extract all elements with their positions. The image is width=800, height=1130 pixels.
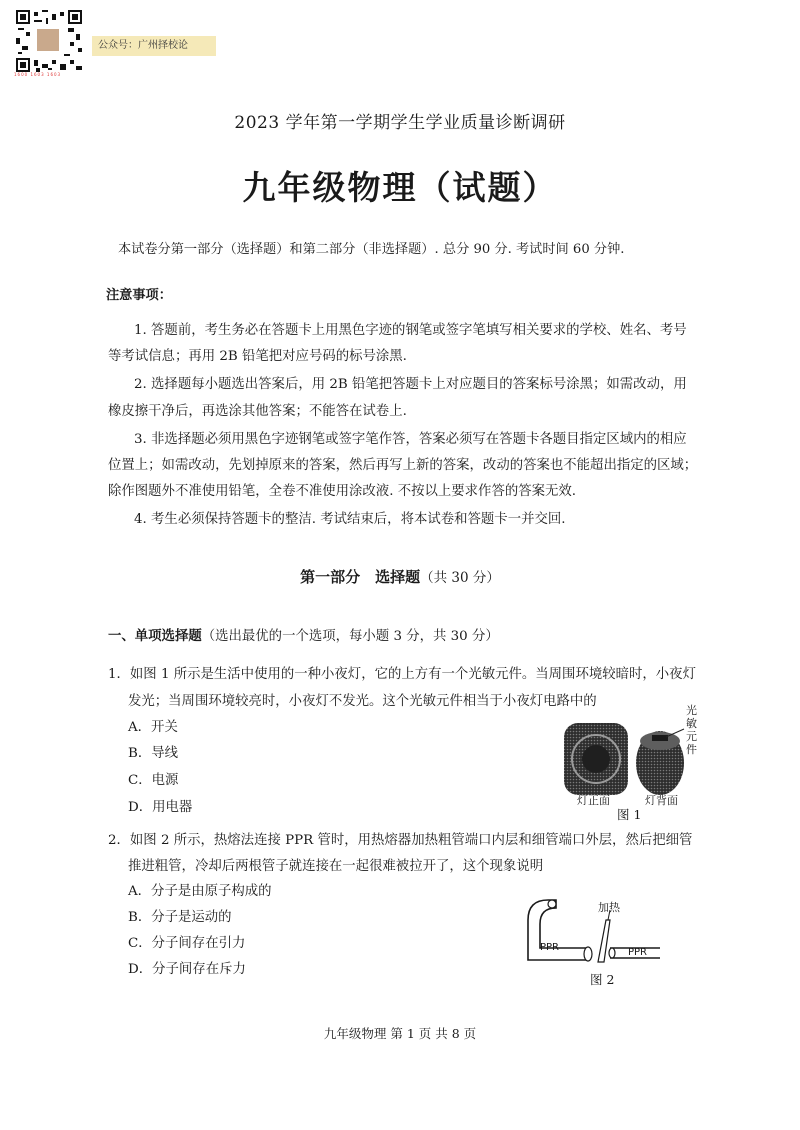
notice-line: 橡皮擦干净后，再选涂其他答案；不能答在试卷上. <box>108 404 407 419</box>
q1-option-a: A．开关 <box>128 720 178 735</box>
part-one-heading <box>0 566 800 587</box>
question-2-line: 2．如图 2 所示，热熔法连接 PPR 管时，用热熔器加热粗管端口内层和细管端口外层，然后把细管 <box>108 833 693 848</box>
notice-line: 4. 考生必须保持答题卡的整洁. 考试结束后，将本试卷和答题卡一并交回. <box>134 512 566 527</box>
notice-line: 等考试信息；再用 2B 铅笔把对应号码的标号涂黑. <box>108 349 407 364</box>
label-char: 光 <box>686 704 697 717</box>
fig1-front-label: 灯正面 <box>577 794 610 807</box>
q1-option-b: B．导线 <box>128 746 179 761</box>
section-note: （选出最优的一个选项，每小题 3 分，共 30 分） <box>201 629 499 644</box>
fig2-pipe-label-big: PPR <box>540 942 560 953</box>
lamp-front-image <box>564 723 628 795</box>
notice-heading: 注意事项： <box>106 288 172 303</box>
fig1-caption: 图 1 <box>617 807 642 822</box>
qr-footer-text: 1600 1603 1603 <box>14 72 62 77</box>
lamp-back-image <box>636 731 684 795</box>
notice-line: 2. 选择题每小题选出答案后，用 2B 铅笔把答题卡上对应题目的答案标号涂黑；如需改动，用 <box>134 377 687 392</box>
q2-option-b: B．分子是运动的 <box>128 910 232 925</box>
q1-option-d: D．用电器 <box>128 800 193 815</box>
fig2-pipe-label-small: PPR <box>628 947 648 958</box>
question-1-line: 发光；当周围环境较亮时，小夜灯不发光。这个光敏元件相当于小夜灯电路中的 <box>128 694 597 709</box>
exam-subtitle: 2023 学年第一学期学生学业质量诊断调研 <box>234 113 566 133</box>
notice-line: 3. 非选择题必须用黑色字迹钢笔或签字笔作答，答案必须写在答题卡各题目指定区域内的相应 <box>134 432 687 447</box>
avatar-photo <box>36 28 60 52</box>
page-footer: 九年级物理 第 1 页 共 8 页 <box>323 1026 477 1041</box>
wechat-account-badge: 公众号：广州择校论 <box>92 36 216 56</box>
notice-line: 位置上；如需改动，先划掉原来的答案，然后再写上新的答案，改动的答案也不能超出指定的区域； <box>108 458 698 473</box>
fig1-back-label: 灯背面 <box>645 794 678 807</box>
question-2-line: 推进粗管，冷却后两根管子就连接在一起很难被拉开了，这个现象说明 <box>128 859 544 874</box>
section-title: 一、单项选择题 <box>108 629 202 644</box>
q2-option-d: D．分子间存在斥力 <box>128 962 246 977</box>
notice-line: 1. 答题前，考生务必在答题卡上用黑色字迹的钢笔或签字笔填写相关要求的学校、姓名、考号 <box>134 323 687 338</box>
question-1-line: 1．如图 1 所示是生活中使用的一种小夜灯，它的上方有一个光敏元件。当周围环境较暗时，小夜灯 <box>108 667 696 682</box>
fig1-component-label <box>686 704 698 756</box>
part-one-score: （共 30 分） <box>420 570 500 586</box>
figure-2-ppr-pipes <box>518 890 668 970</box>
fig2-heat-label: 加热 <box>598 901 620 914</box>
label-char: 敏 <box>686 717 697 730</box>
section-heading <box>108 625 499 644</box>
q2-option-c: C．分子间存在引力 <box>128 936 246 951</box>
q2-option-a: A．分子是由原子构成的 <box>128 884 272 899</box>
fig2-caption: 图 2 <box>590 972 615 987</box>
exam-title: 九年级物理（试题） <box>242 168 558 207</box>
exam-intro: 本试卷分第一部分（选择题）和第二部分（非选择题）. 总分 90 分. 考试时间 60 分钟. <box>118 242 625 257</box>
label-char: 件 <box>686 743 697 756</box>
heater-wedge <box>598 920 610 962</box>
label-char: 元 <box>686 730 697 743</box>
q1-option-c: C．电源 <box>128 773 179 788</box>
part-one-title: 第一部分 选择题 <box>300 568 421 586</box>
notice-line: 除作图题外不准使用铅笔，全卷不准使用涂改液. 不按以上要求作答的答案无效. <box>108 484 577 499</box>
qr-code <box>10 8 88 80</box>
